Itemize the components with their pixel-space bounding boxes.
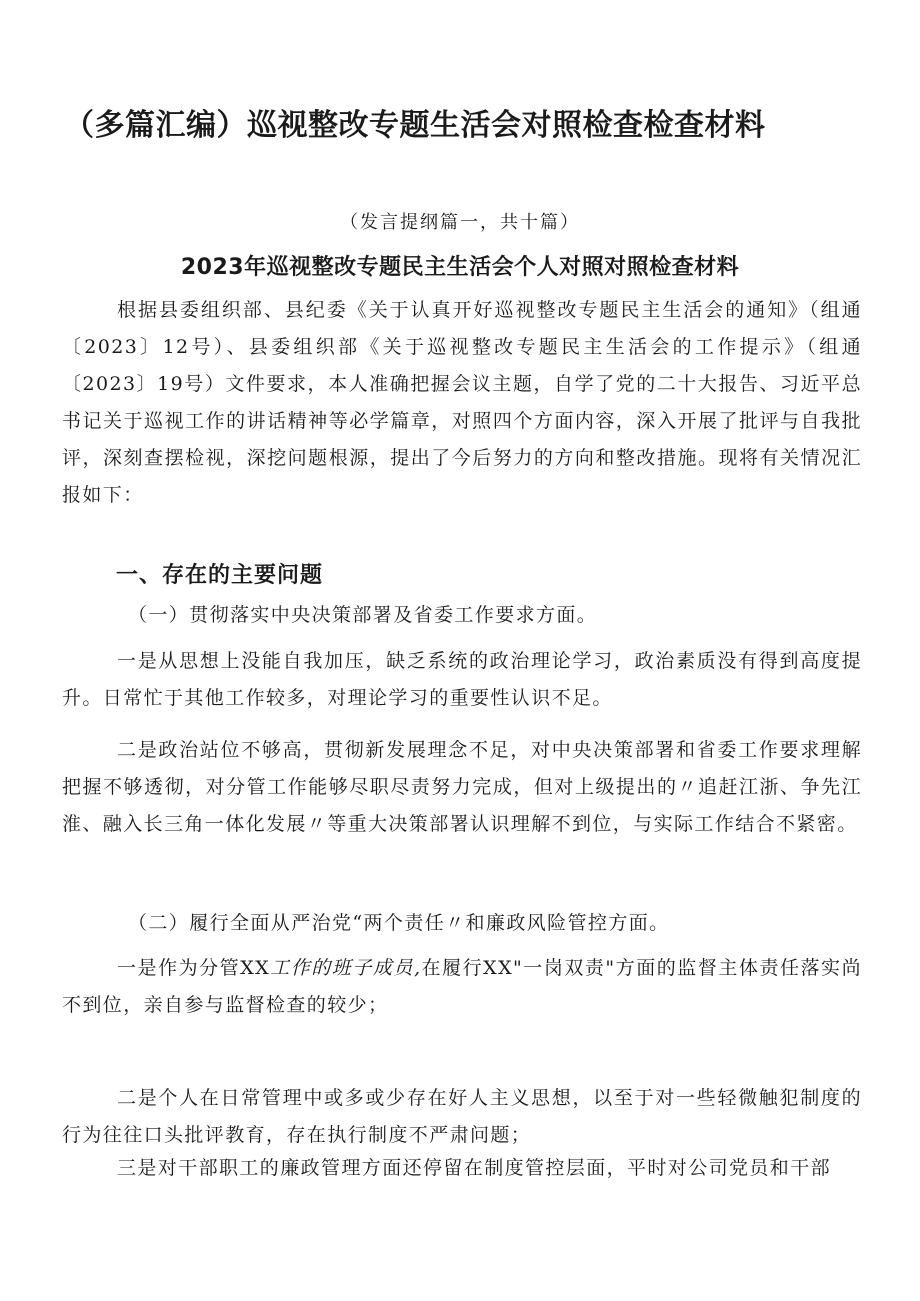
- section-heading-issues: 一、存在的主要问题: [116, 563, 324, 588]
- document-title: 2023年巡视整改专题民主生活会个人对照对照检查材料: [180, 255, 740, 280]
- paragraph-3: [62, 950, 862, 1024]
- subsection-heading-1: （一）贯彻落实中央决策部署及省委工作要求方面。: [128, 604, 598, 626]
- paragraph-2: 二是政治站位不够高，贯彻新发展理念不足，对中央决策部署和省委工作要求理解把握不够透彻，对分管工作能够尽职尽责努力完成，但对上级提出的〃追赶江浙、争先江淮、融入长三角一体化发展〃等重大决策部署认识理解不到位，与实际工作结合不紧密。: [62, 739, 862, 835]
- paragraph-5: 三是对干部职工的廉政管理方面还停留在制度管控层面，平时对公司党员和干部: [117, 1157, 832, 1179]
- paragraph-3-italic: 工作的班子成员,: [270, 957, 422, 979]
- main-title: （多篇汇编）巡视整改专题生活会对照检查检查材料: [64, 108, 766, 143]
- paragraph-4: 二是个人在日常管理中或多或少存在好人主义思想，以至于对一些轻微触犯制度的行为往往口头批评教育，存在执行制度不严肃问题；: [62, 1087, 862, 1146]
- paragraph-3-part-c: 在履行XX"一岗双责"方面的监督主体责任落实尚不到位，亲自参与监督检查的较少；: [62, 957, 862, 1016]
- intro-paragraph: 根据县委组织部、县纪委《关于认真开好巡视整改专题民主生活会的通知》（组通〔2023〕12号）、县委组织部《关于巡视整改专题民主生活会的工作提示》（组通〔2023〕19号）文件要求，本人准确把握会议主题，自学了党的二十大报告、习近平总书记关于巡视工作的讲话精神等必学篇章，对照四个方面内容，深入开展了批评与自我批评，深刻查摆检视，深挖问题根源，提出了今后努力的方向和整改措施。现将有关情况汇报如下：: [62, 299, 862, 506]
- subtitle: （发言提纲篇一，共十篇）: [340, 212, 580, 233]
- paragraph-1: 一是从思想上没能自我加压，缺乏系统的政治理论学习，政治素质没有得到高度提升。日常忙于其他工作较多，对理论学习的重要性认识不足。: [62, 650, 862, 709]
- subsection-heading-2: （二）履行全面从严治党“两个责任〃和廉政风险管控方面。: [128, 912, 670, 934]
- paragraph-3-part-a: 一是作为分管XX: [117, 957, 271, 979]
